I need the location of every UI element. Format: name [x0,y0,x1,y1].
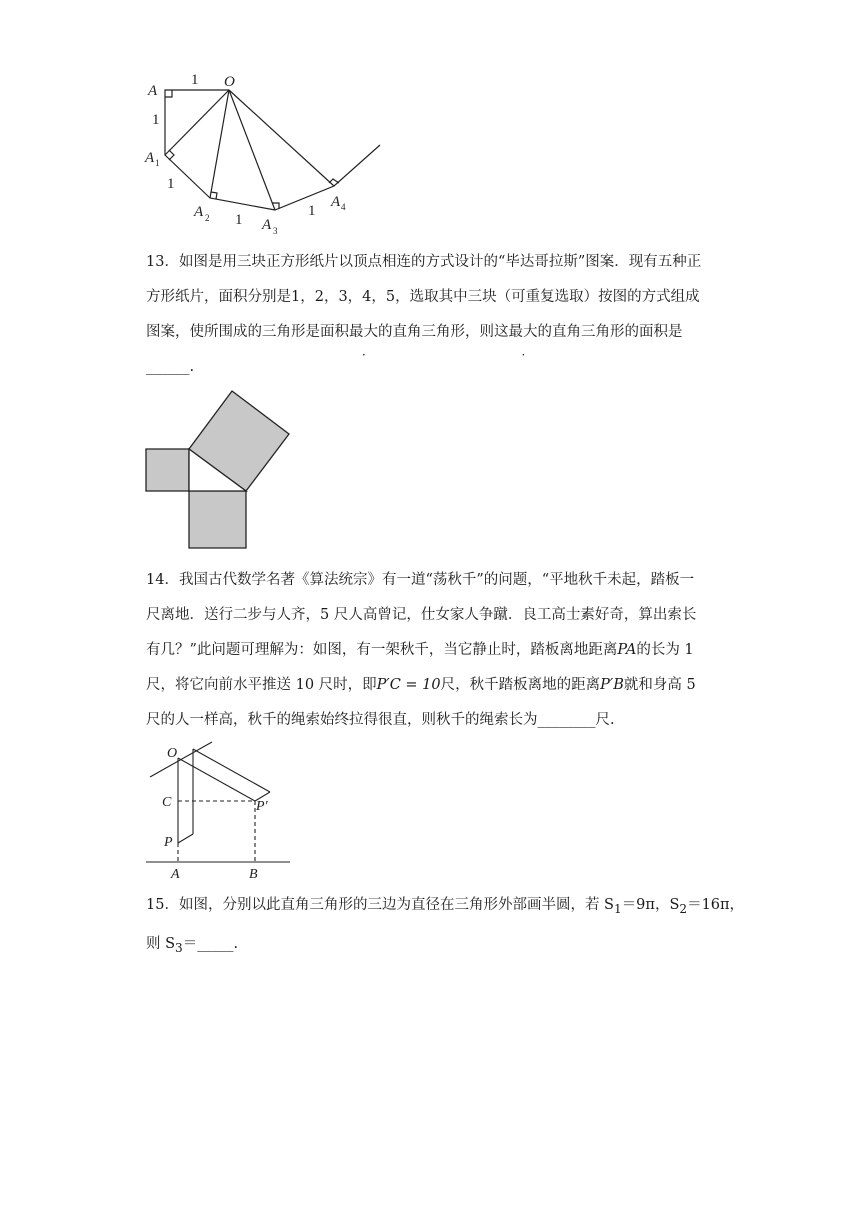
label-A: A [171,867,180,882]
label-O: O [167,746,178,761]
q13-line-2: 方形纸片，面积分别是1，2，3，4，5，选取其中三块（可重复选取）按图的方式组成 [146,289,700,305]
label-A2: A [194,204,204,220]
label-A1: A [145,150,155,166]
emphasis-max-1: 最大 [349,324,378,340]
q15-line-1: 15．如图，分别以此直角三角形的三边为直径在三角形外部画半圆，若 $S_1=9\pi$，$S_2=16\pi$， [146,897,745,916]
label-B: B [249,867,258,882]
label-P: P [164,835,173,850]
q14-line-3: 有几？”此问题可理解为：如图，有一架秋千，当它静止时，踏板离地距离PA的长为 1 [146,642,694,658]
question-14 [146,563,716,738]
label-C: C [162,795,172,810]
emphasis-max-2: 最大 [508,324,538,340]
rope-pushed-back [193,749,270,792]
q15-line-2: 则 $S_3=\_\_\_\_\_$. [146,935,239,955]
q14-line-1: 14．我国古代数学名著《算法统宗》有一道“荡秋千”的问题，“平地秋千未起，踏板一 [146,572,695,588]
label-O: O [224,74,235,90]
label-A4-sub: 4 [341,202,346,212]
label-side-AO: 1 [191,72,199,88]
q13-line-3: 图案，使所围成的三角形是面积最大的直角三角形，则这最大的直角三角形的面积是 [146,324,683,340]
q14-line-5: 尺的人一样高，秋千的绳索始终拉得很直，则秋千的绳索长为________尺. [146,712,615,728]
right-angle-A [165,90,172,97]
square-small-left [146,449,189,491]
label-side-A3A4: 1 [308,203,316,219]
swing-seat-rest [178,834,193,843]
label-P-prime: P′ [256,799,268,814]
q14-line-4: 尺，将它向前水平推送 10 尺时，即P′C = 10尺，秋千踏板离地的距离P′B就和身高 5 [146,677,696,693]
label-A3: A [262,217,272,233]
label-A1-sub: 1 [155,158,160,168]
segment-OA3 [229,90,275,210]
label-A4: A [331,194,341,210]
q13-line-1: 13．如图是用三块正方形纸片以顶点相连的方式设计的“毕达哥拉斯”图案．现有五种正 [146,254,702,270]
label-A2-sub: 2 [205,213,210,223]
square-bottom [189,491,246,548]
spiral-outline [165,90,380,210]
label-side-AA1: 1 [152,112,160,128]
q13-answer-blank: ______. [146,359,195,375]
label-A: A [148,83,158,99]
label-side-A1A2: 1 [167,176,175,192]
label-A3-sub: 3 [273,226,278,236]
figure-swing [140,738,300,883]
segment-OA4 [229,90,334,186]
label-side-A2A3: 1 [235,212,243,228]
right-angle-A1 [169,150,174,160]
rope-pushed-front [178,758,255,801]
question-13 [146,245,716,385]
q14-line-2: 尺离地．送行二步与人齐，5 尺人高曾记，仕女家人争蹴．良工高士素好奇，算出索长 [146,607,697,623]
figure-pythagoras-squares [140,385,300,555]
figure-spiral-right-triangles [140,70,390,240]
question-15 [146,888,745,966]
